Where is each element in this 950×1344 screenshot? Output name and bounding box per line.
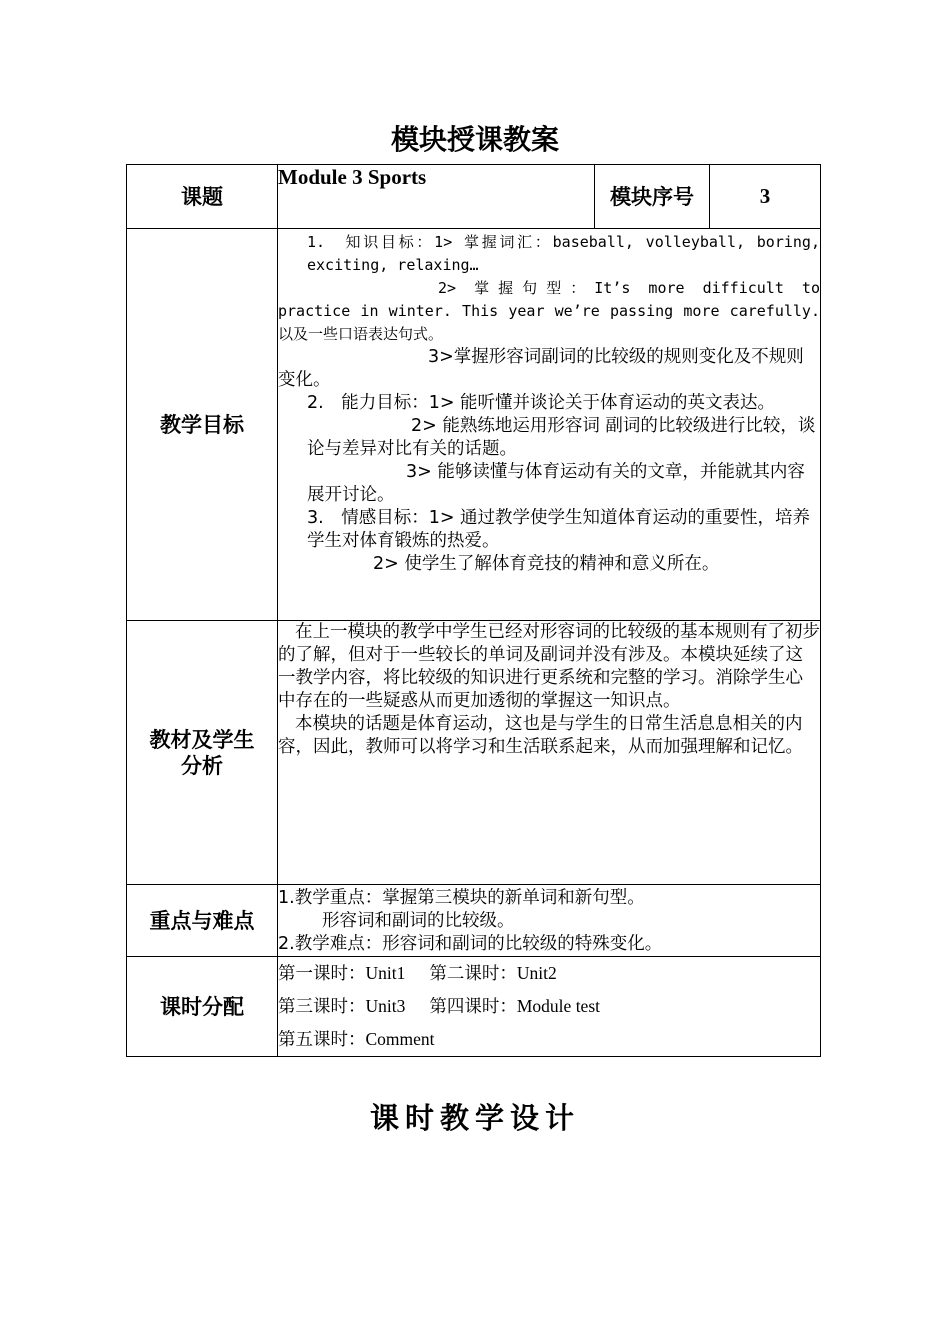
row-goals <box>127 229 821 621</box>
schedule-line-3 <box>278 1023 820 1056</box>
goal-line-8: 2> 使学生了解体育竞技的精神和意义所在。 <box>373 554 720 574</box>
label-goals: 教学目标 <box>127 229 278 621</box>
row-key-points <box>127 885 821 957</box>
label-analysis-line1: 教材及学生 <box>149 727 255 752</box>
key-point-line-1: 1.教学重点：掌握第三模块的新单词和新句型。 <box>278 888 645 908</box>
analysis-para-2: 本模块的话题是体育运动，这也是与学生的日常生活息息相关的内容，因此，教师可以将学习和生活联系起来，从而加强理解和记忆。 <box>278 714 803 757</box>
schedule-item-5: 第五课时：Comment <box>278 1029 435 1049</box>
schedule-line-2 <box>278 990 820 1023</box>
topic-value: Module 3 Sports <box>278 165 595 229</box>
label-key-points: 重点与难点 <box>127 885 278 957</box>
key-points-content <box>278 885 821 957</box>
schedule-item-2: 第二课时：Unit2 <box>429 963 557 983</box>
goal-line-5: 2> 能熟练地运用形容词 副词的比较级进行比较，谈论与差异对比有关的话题。 <box>307 416 816 459</box>
schedule-content <box>278 957 821 1057</box>
label-analysis <box>127 621 278 885</box>
schedule-line-1 <box>278 957 820 990</box>
goals-content <box>278 229 821 621</box>
key-point-line-2: 形容词和副词的比较级。 <box>322 911 515 931</box>
schedule-item-3: 第三课时：Unit3 <box>278 996 406 1016</box>
schedule-item-1: 第一课时：Unit1 <box>278 963 406 983</box>
goal-line-3: 3>掌握形容词副词的比较级的规则变化及不规则变化。 <box>278 347 804 390</box>
label-module-seq: 模块序号 <box>595 165 710 229</box>
goal-line-1: 1. 知识目标：1> 掌握词汇：baseball, volleyball, boring, exciting, relaxing… <box>307 233 820 274</box>
goal-line-4: 2. 能力目标：1> 能听懂并谈论关于体育运动的英文表达。 <box>307 393 776 413</box>
module-seq-value: 3 <box>710 165 821 229</box>
label-schedule: 课时分配 <box>127 957 278 1057</box>
goal-line-2: 2> 掌握句型：It’s more difficult to practice in winter. This year we’re passing more carefully. 以及一些口语表达句式。 <box>278 279 820 343</box>
goal-line-7: 3. 情感目标：1> 通过教学使学生知道体育运动的重要性，培养学生对体育锻炼的热爱。 <box>307 508 811 551</box>
row-schedule <box>127 957 821 1057</box>
schedule-item-4: 第四课时：Module test <box>429 996 600 1016</box>
analysis-para-1: 在上一模块的教学中学生已经对形容词的比较级的基本规则有了初步的了解，但对于一些较长的单词及副词并没有涉及。本模块延续了这一教学内容，将比较级的知识进行更系统和完整的学习。消除学生心中存在的一些疑惑从而更加透彻的掌握这一知识点。 <box>278 622 820 711</box>
lesson-plan-table <box>126 164 821 1057</box>
row-topic <box>127 165 821 229</box>
key-point-line-3: 2.教学难点：形容词和副词的比较级的特殊变化。 <box>278 934 663 954</box>
goal-line-6: 3> 能够读懂与体育运动有关的文章，并能就其内容展开讨论。 <box>307 462 805 505</box>
label-topic: 课题 <box>127 165 278 229</box>
analysis-content <box>278 621 821 885</box>
section-title: 课时教学设计 <box>369 1101 580 1135</box>
row-analysis <box>127 621 821 885</box>
document-title: 模块授课教案 <box>390 123 559 156</box>
label-analysis-line2: 分析 <box>181 753 223 778</box>
